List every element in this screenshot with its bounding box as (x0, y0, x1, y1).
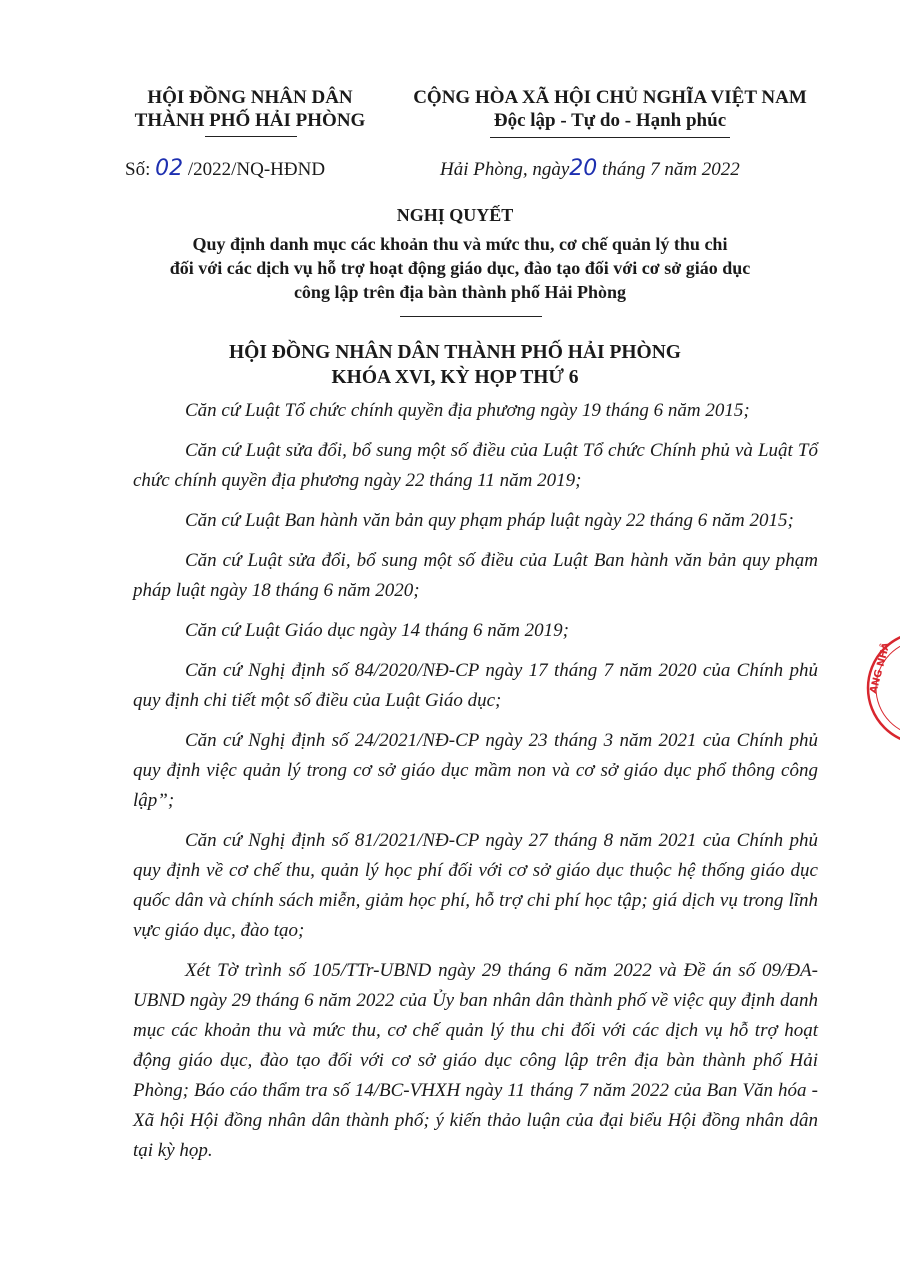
paragraph: Căn cứ Luật sửa đổi, bổ sung một số điều của Luật Ban hành văn bản quy phạm pháp luật ngày 18 tháng 6 năm 2020; (133, 550, 818, 601)
paragraph: Căn cứ Luật Giáo dục ngày 14 tháng 6 năm 2019; (185, 620, 570, 641)
paragraph: Căn cứ Nghị định số 81/2021/NĐ-CP ngày 27 tháng 8 năm 2021 của Chính phủ quy định về cơ chế thu, quản lý học phí đối với cơ sở giáo dục thuộc hệ thống giáo dục quốc dân và chính sách miễn, giảm học phí, hỗ trợ chi phí học tập; giá dịch vụ trong lĩnh vực giáo dục, đào tạo; (133, 830, 818, 941)
document-type-heading: NGHỊ QUYẾT (396, 205, 514, 225)
issuer-line-1: HỘI ĐỒNG NHÂN DÂN (147, 87, 353, 108)
date-suffix: tháng 7 năm 2022 (602, 159, 740, 180)
issuer-block (95, 86, 405, 132)
official-seal-fragment (862, 628, 900, 748)
number-prefix: Số: (125, 159, 151, 180)
paragraph: Căn cứ Luật Ban hành văn bản quy phạm pháp luật ngày 22 tháng 6 năm 2015; (185, 510, 794, 531)
date-prefix: Hải Phòng, ngày (440, 159, 570, 180)
document-subject (130, 232, 790, 304)
paragraph: Căn cứ Nghị định số 84/2020/NĐ-CP ngày 17 tháng 7 năm 2020 của Chính phủ quy định chi tiết một số điều của Luật Giáo dục; (133, 660, 818, 711)
issuer-line-2: THÀNH PHỐ HẢI PHÒNG (134, 110, 366, 131)
subject-line-2: đối với các dịch vụ hỗ trợ hoạt động giáo dục, đào tạo đối với cơ sở giáo dục (169, 258, 751, 278)
legal-basis-body (133, 396, 818, 1176)
council-line-1: HỘI ĐỒNG NHÂN DÂN THÀNH PHỐ HẢI PHÒNG (229, 342, 681, 363)
handwritten-number: 02 (155, 156, 184, 181)
paragraph: Xét Tờ trình số 105/TTr-UBND ngày 29 tháng 6 năm 2022 và Đề án số 09/ĐA-UBND ngày 29 tháng 6 năm 2022 của Ủy ban nhân dân thành phố về việc quy định danh mục các khoản thu và mức thu, cơ chế quản lý thu chi đối với các dịch vụ hỗ trợ hoạt động giáo dục, đào tạo đối với cơ sở giáo dục công lập trên địa bàn thành phố Hải Phòng; Báo cáo thẩm tra số 14/BC-VHXH ngày 11 tháng 7 năm 2022 của Ban Văn hóa - Xã hội Hội đồng nhân dân thành phố; ý kiến thảo luận của đại biểu Hội đồng nhân dân tại kỳ họp. (133, 960, 818, 1161)
motto: Độc lập - Tự do - Hạnh phúc (493, 110, 727, 131)
paragraph: Căn cứ Luật sửa đổi, bổ sung một số điều của Luật Tổ chức Chính phủ và Luật Tổ chức chính quyền địa phương ngày 22 tháng 11 năm 2019; (133, 440, 818, 491)
number-suffix: /2022/NQ-HĐND (187, 159, 326, 180)
subject-line-3: công lập trên địa bàn thành phố Hải Phòng (293, 282, 627, 302)
paragraph: Căn cứ Luật Tổ chức chính quyền địa phương ngày 19 tháng 6 năm 2015; (185, 400, 750, 421)
document-date (440, 156, 740, 181)
issuer-underline (205, 136, 297, 137)
seal-text: ÀNG NHÂ (868, 641, 893, 695)
title-underline (400, 316, 542, 317)
handwritten-day: 20 (569, 156, 598, 181)
council-line-2: KHÓA XVI, KỲ HỌP THỨ 6 (331, 367, 579, 388)
motto-underline (490, 137, 730, 138)
country-name: CỘNG HÒA XÃ HỘI CHỦ NGHĨA VIỆT NAM (413, 87, 807, 108)
council-heading (160, 340, 750, 390)
subject-line-1: Quy định danh mục các khoản thu và mức thu, cơ chế quản lý thu chi (192, 234, 728, 254)
paragraph: Căn cứ Nghị định số 24/2021/NĐ-CP ngày 23 tháng 3 năm 2021 của Chính phủ quy định việc quản lý trong cơ sở giáo dục mầm non và cơ sở giáo dục phổ thông công lập”; (133, 730, 818, 811)
document-number (125, 156, 325, 181)
national-motto-block (395, 86, 825, 132)
